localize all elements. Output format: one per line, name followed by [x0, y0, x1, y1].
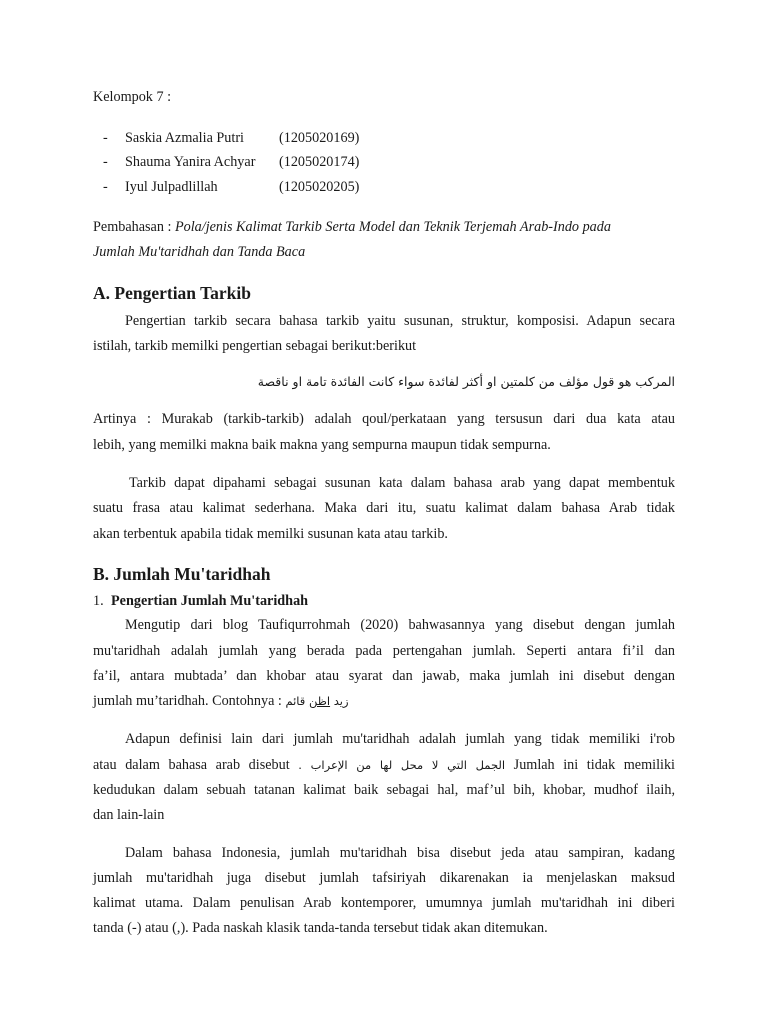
member-id: (1205020205): [279, 179, 360, 195]
paragraph-line: suatu frasa atau kalimat sederhana. Maka dari itu, suatu kalimat dalam bahasa Arab tidak: [93, 500, 675, 516]
paragraph-line: akan terbentuk apabila tidak memilki susunan kata atau tarkib.: [93, 526, 448, 542]
subheading-title: Pengertian Jumlah Mu'taridhah: [111, 593, 309, 609]
paragraph-line: mu'taridhah adalah jumlah yang berada pada pertengahan jumlah. Seperti antara fi’il dan: [93, 643, 675, 659]
paragraph-line: Mengutip dari blog Taufiqurrohmah (2020) bahwasannya yang disebut dengan jumlah: [125, 617, 675, 633]
paragraph-line: Tarkib dapat dipahami sebagai susunan kata dalam bahasa arab yang dapat membentuk: [129, 475, 675, 491]
paragraph-line: istilah, tarkib memilki pengertian sebagai berikut:berikut: [93, 338, 417, 354]
paragraph-line: Adapun definisi lain dari jumlah mu'taridhah adalah jumlah yang tidak memiliki i'rob: [125, 731, 675, 747]
paragraph-line-with-arabic: [93, 756, 675, 774]
example-intro: jumlah mu’taridhah. Contohnya :: [93, 693, 286, 709]
text-segment: atau dalam bahasa arab disebut: [93, 757, 290, 773]
arabic-phrase: الجمل التي لا محل لها من الإعراب .: [298, 758, 506, 772]
member-id: (1205020174): [279, 154, 360, 170]
paragraph-line-example: [93, 692, 349, 710]
paragraph-line: Dalam bahasa Indonesia, jumlah mu'taridhah bisa disebut jeda atau sampiran, kadang: [125, 845, 675, 861]
paragraph-line: Pengertian tarkib secara bahasa tarkib yaitu susunan, struktur, komposisi. Adapun secara: [125, 313, 675, 329]
member-name: Saskia Azmalia Putri: [125, 130, 244, 146]
arabic-definition: المركب هو قول مؤلف من كلمتين او أكثر لفائدة سواء كانت الفائدة تامة او ناقصة: [257, 374, 675, 389]
paragraph-line: kedudukan dalam sebuah tatanan kalimat baik sebagai hal, maf’ul bih, khobar, mudhof ilaih,: [93, 782, 675, 798]
paragraph-line: Artinya : Murakab (tarkib-tarkib) adalah qoul/perkataan yang tersusun dari dua kata atau: [93, 411, 675, 427]
group-label: Kelompok 7 :: [93, 89, 172, 105]
paragraph-line: kalimat utama. Dalam penulisan Arab kontemporer, umumnya jumlah mu'taridhah ini diberi: [93, 895, 675, 911]
topic-line-1: [93, 218, 611, 236]
topic-label: Pembahasan :: [93, 219, 175, 235]
paragraph-line: jumlah mu'taridhah juga disebut jumlah tafsiriyah dikarenakan ia menjelaskan maksud: [93, 870, 675, 886]
subheading-number: 1.: [93, 593, 104, 609]
member-bullet: -: [103, 154, 108, 170]
arabic-example: [285, 694, 348, 708]
topic-line-2: [93, 243, 305, 261]
arabic-example-underlined-word: اظن: [308, 694, 331, 708]
paragraph-line: fa’il, antara mubtada’ dan khobar atau syarat dan jawab, maka jumlah ini disebut dengan: [93, 668, 675, 684]
member-name: Shauma Yanira Achyar: [125, 154, 256, 170]
member-bullet: -: [103, 130, 108, 146]
member-bullet: -: [103, 179, 108, 195]
paragraph-line: dan lain-lain: [93, 807, 165, 823]
member-name: Iyul Julpadlillah: [125, 179, 218, 195]
arabic-example-word: زيد: [333, 694, 349, 708]
topic-title-continued: Jumlah Mu'taridhah dan Tanda Baca: [93, 244, 306, 260]
text-segment: Jumlah ini tidak memiliki: [513, 757, 675, 773]
topic-title: Pola/jenis Kalimat Tarkib Serta Model dan Teknik Terjemah Arab-Indo pada: [174, 219, 611, 235]
section-a-heading: A. Pengertian Tarkib: [93, 283, 252, 303]
paragraph-line: tanda (-) atau (,). Pada naskah klasik tanda-tanda tersebut tidak akan ditemukan.: [93, 920, 548, 936]
member-id: (1205020169): [279, 130, 360, 146]
arabic-example-word: قائم: [285, 694, 306, 708]
section-b-heading: B. Jumlah Mu'taridhah: [93, 564, 271, 584]
paragraph-line: lebih, yang memilki makna baik makna yang sempurna maupun tidak sempurna.: [93, 437, 551, 453]
